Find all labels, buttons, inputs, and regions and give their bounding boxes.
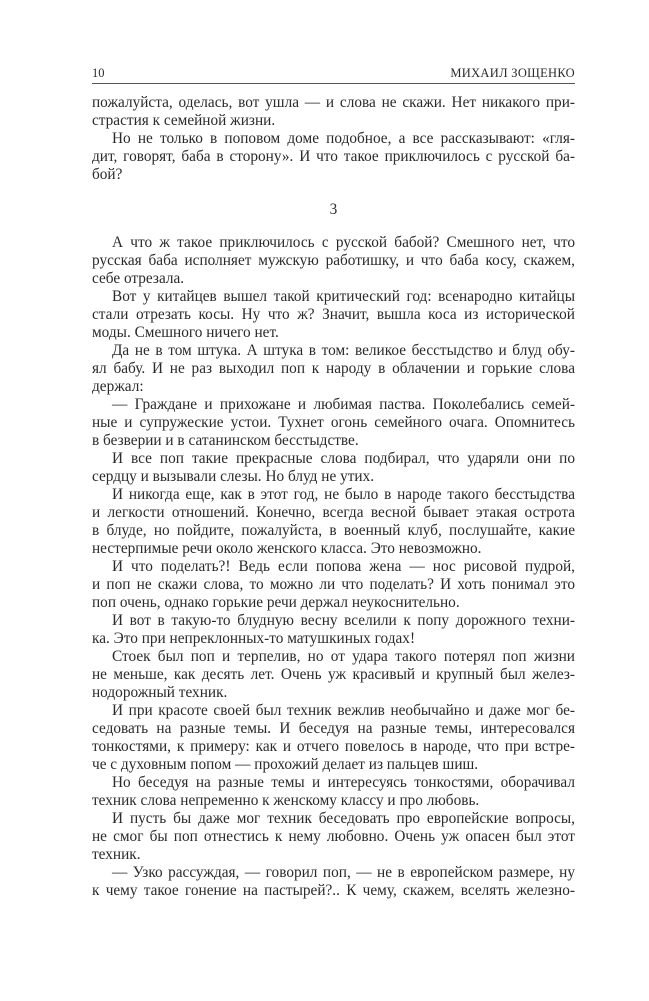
paragraph xyxy=(92,486,575,558)
text-line: И что поделать?! Ведь если попова жена — нос рисовой пудрой, xyxy=(112,558,575,575)
text-line: ка. Это при непреклонных-то матушкиных годах! xyxy=(92,630,416,647)
text-line: нестерпимые речи около женского класса. Это невозможно. xyxy=(92,540,482,557)
text-block-main xyxy=(92,234,575,900)
text-line: Но не только в поповом доме подобное, а все рассказывают: «гля- xyxy=(112,130,575,147)
text-line: И пусть бы даже мог техник беседовать про европейские вопросы, xyxy=(112,810,575,827)
text-block-top xyxy=(92,94,575,184)
paragraph xyxy=(92,130,575,184)
text-line: И все поп такие прекрасные слова подбирал, что ударяли они по xyxy=(112,450,575,467)
text-line: страстия к семейной жизни. xyxy=(92,112,276,129)
running-header-author: МИХАИЛ ЗОЩЕНКО xyxy=(450,66,575,80)
text-line: тонкостями, к примеру: как и отчего повелось в народе, что при встре- xyxy=(92,738,575,755)
text-line: — Узко рассуждая, — говорил поп, — не в европейском размере, ну xyxy=(112,864,575,881)
text-line: дит, говорят, баба в сторону». И что такое приключилось с русской ба- xyxy=(92,148,575,165)
paragraph xyxy=(92,810,575,864)
text-line: Стоек был поп и терпелив, но от удара такого потерял поп жизни xyxy=(112,648,575,665)
text-line: моды. Смешного ничего нет. xyxy=(92,324,279,341)
paragraph xyxy=(92,94,575,130)
text-line: себе отрезала. xyxy=(92,270,185,287)
paragraph xyxy=(92,396,575,450)
paragraph xyxy=(92,648,575,702)
text-line: Да не в том штука. А штука в том: великое бесстыдство и блуд обу- xyxy=(112,342,575,359)
text-line: русская баба исполняет мужскую работишку, и что баба косу, скажем, xyxy=(92,252,575,269)
text-line: нодорожный техник. xyxy=(92,684,228,701)
paragraph xyxy=(92,558,575,612)
text-line: держал: xyxy=(92,378,144,395)
text-line: техник. xyxy=(92,846,141,863)
text-line: ял бабу. И не раз выходил поп к народу в облачении и горькие слова xyxy=(92,360,575,377)
paragraph xyxy=(92,450,575,486)
section-number: 3 xyxy=(329,201,338,218)
text-line: ные и супружеские устои. Тухнет огонь семейного очага. Опомнитесь xyxy=(92,414,575,431)
text-line: Вот у китайцев вышел такой критический год: всенародно китайцы xyxy=(112,288,575,305)
paragraph xyxy=(92,864,575,900)
paragraph xyxy=(92,702,575,774)
text-line: техник слова непременно к женскому классу и про любовь. xyxy=(92,792,480,809)
text-line: поп очень, однако горькие речи держал неукоснительно. xyxy=(92,594,460,611)
text-line: бой? xyxy=(92,166,123,183)
running-header xyxy=(92,64,575,82)
text-line: стали отрезать косы. Ну что ж? Значит, вышла коса из исторической xyxy=(92,306,575,323)
text-line: не смог бы поп отнестись к нему любовно. Очень уж опасен был этот xyxy=(92,828,575,845)
paragraph xyxy=(92,234,575,288)
text-line: А что ж такое приключилось с русской бабой? Смешного нет, что xyxy=(112,234,575,251)
paragraph xyxy=(92,774,575,810)
text-line: седовать на разные темы. И беседуя на разные темы, интересовался xyxy=(92,720,575,737)
header-rule xyxy=(92,83,575,84)
text-line: Но беседуя на разные темы и интересуясь тонкостями, оборачивал xyxy=(112,774,575,791)
text-line: — Граждане и прихожане и любимая паства. Поколебались семей- xyxy=(112,396,575,413)
paragraph xyxy=(92,612,575,648)
text-line: И никогда еще, как в этот год, не было в народе такого бесстыдства xyxy=(112,486,575,503)
text-line: к чему такое гонение на пастырей?.. К чему, скажем, вселять железно- xyxy=(92,882,575,899)
page-number: 10 xyxy=(92,66,105,80)
text-line: не меньше, как десять лет. Очень уж красивый и крупный был желез- xyxy=(92,666,575,683)
text-line: сердцу и вызывали слезы. Но блуд не утих. xyxy=(92,468,375,485)
text-line: и поп не скажи слова, то можно ли что поделать? И хоть понимал это xyxy=(92,576,575,593)
text-line: в блуде, но пойдите, пожалуйста, в военный клуб, послушайте, какие xyxy=(92,522,575,539)
text-line: и легкости отношений. Конечно, всегда весной бывает этакая острота xyxy=(92,504,575,521)
paragraph xyxy=(92,342,575,396)
text-line: пожалуйста, оделась, вот ушла — и слова не скажи. Нет никакого при- xyxy=(92,94,575,111)
paragraph xyxy=(92,288,575,342)
text-line: И при красоте своей был техник вежлив необычайно и даже мог бе- xyxy=(112,702,575,719)
text-line: че с духовным попом — прохожий делает из пальцев шиш. xyxy=(92,756,479,773)
text-line: в безверии и в сатанинском бесстыдстве. xyxy=(92,432,359,449)
text-line: И вот в такую-то блудную весну вселили к попу дорожного техни- xyxy=(112,612,575,629)
